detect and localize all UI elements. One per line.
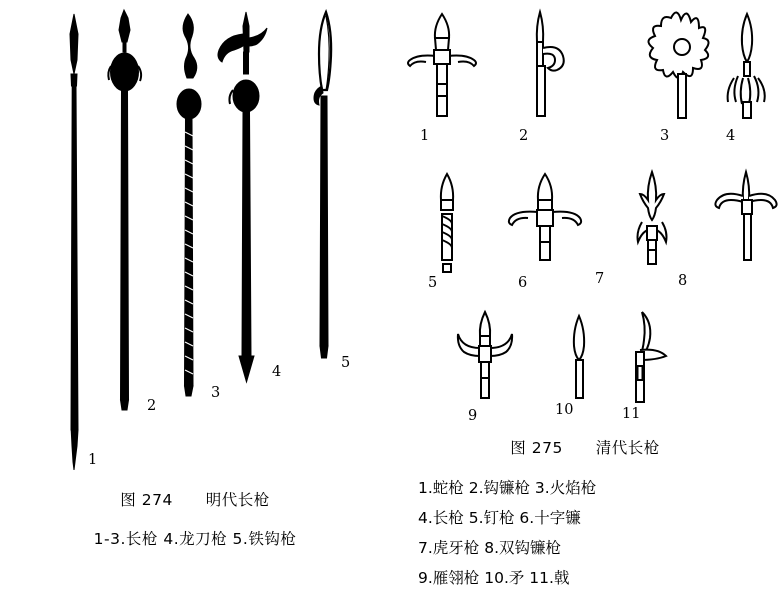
weapon-275-4 — [728, 14, 765, 118]
label-274-5: 5 — [341, 355, 351, 371]
label-275-5: 5 — [428, 275, 438, 291]
figure-275-drawing — [390, 0, 780, 432]
label-275-8: 8 — [678, 273, 688, 289]
label-275-2: 2 — [519, 128, 529, 144]
label-274-3: 3 — [211, 385, 221, 401]
label-275-11: 11 — [622, 406, 641, 422]
label-275-4: 4 — [726, 128, 736, 144]
label-275-1: 1 — [420, 128, 430, 144]
weapon-274-5 — [314, 12, 331, 358]
figure-274-drawing — [0, 0, 390, 490]
label-275-10: 10 — [555, 402, 574, 418]
figure-275-title: 清代长枪 — [595, 439, 660, 457]
label-275-9: 9 — [468, 408, 478, 424]
weapon-275-10 — [574, 316, 584, 398]
legend-line-4: 9.雁翎枪 10.矛 11.戟 — [418, 569, 570, 587]
figure-274-caption-items: 1-3.长枪 4.龙刀枪 5.铁钩枪 — [93, 530, 297, 548]
weapon-274-3 — [177, 14, 201, 396]
figure-275-number: 图 275 — [510, 439, 563, 457]
weapon-275-9 — [458, 312, 512, 398]
figure-274-number: 图 274 — [120, 491, 173, 509]
weapon-275-6 — [509, 174, 581, 260]
label-275-3: 3 — [660, 128, 670, 144]
label-275-6: 6 — [518, 275, 528, 291]
figure-275-caption-title — [390, 436, 780, 458]
legend-line-3: 7.虎牙枪 8.双钩镰枪 — [418, 539, 562, 557]
weapon-275-8 — [715, 172, 776, 260]
label-275-7: 7 — [595, 271, 605, 287]
figure-274-title: 明代长枪 — [205, 491, 270, 509]
weapon-274-1 — [70, 14, 78, 470]
weapon-275-11 — [636, 312, 666, 402]
label-274-4: 4 — [272, 364, 282, 380]
figure-275-legend — [418, 473, 780, 593]
label-274-1: 1 — [88, 452, 98, 468]
weapon-275-2 — [537, 12, 564, 116]
weapon-275-7 — [638, 172, 667, 264]
label-274-2: 2 — [147, 398, 157, 414]
weapon-275-3 — [648, 12, 708, 118]
weapon-274-2 — [108, 10, 141, 410]
legend-line-1: 1.蛇枪 2.钩镰枪 3.火焰枪 — [418, 479, 597, 497]
weapon-275-1 — [408, 14, 476, 116]
legend-line-2: 4.长枪 5.钉枪 6.十字镰 — [418, 509, 581, 527]
figure-275-panel — [390, 0, 780, 604]
weapon-274-4 — [218, 12, 267, 382]
figure-274-caption-title — [0, 488, 390, 510]
